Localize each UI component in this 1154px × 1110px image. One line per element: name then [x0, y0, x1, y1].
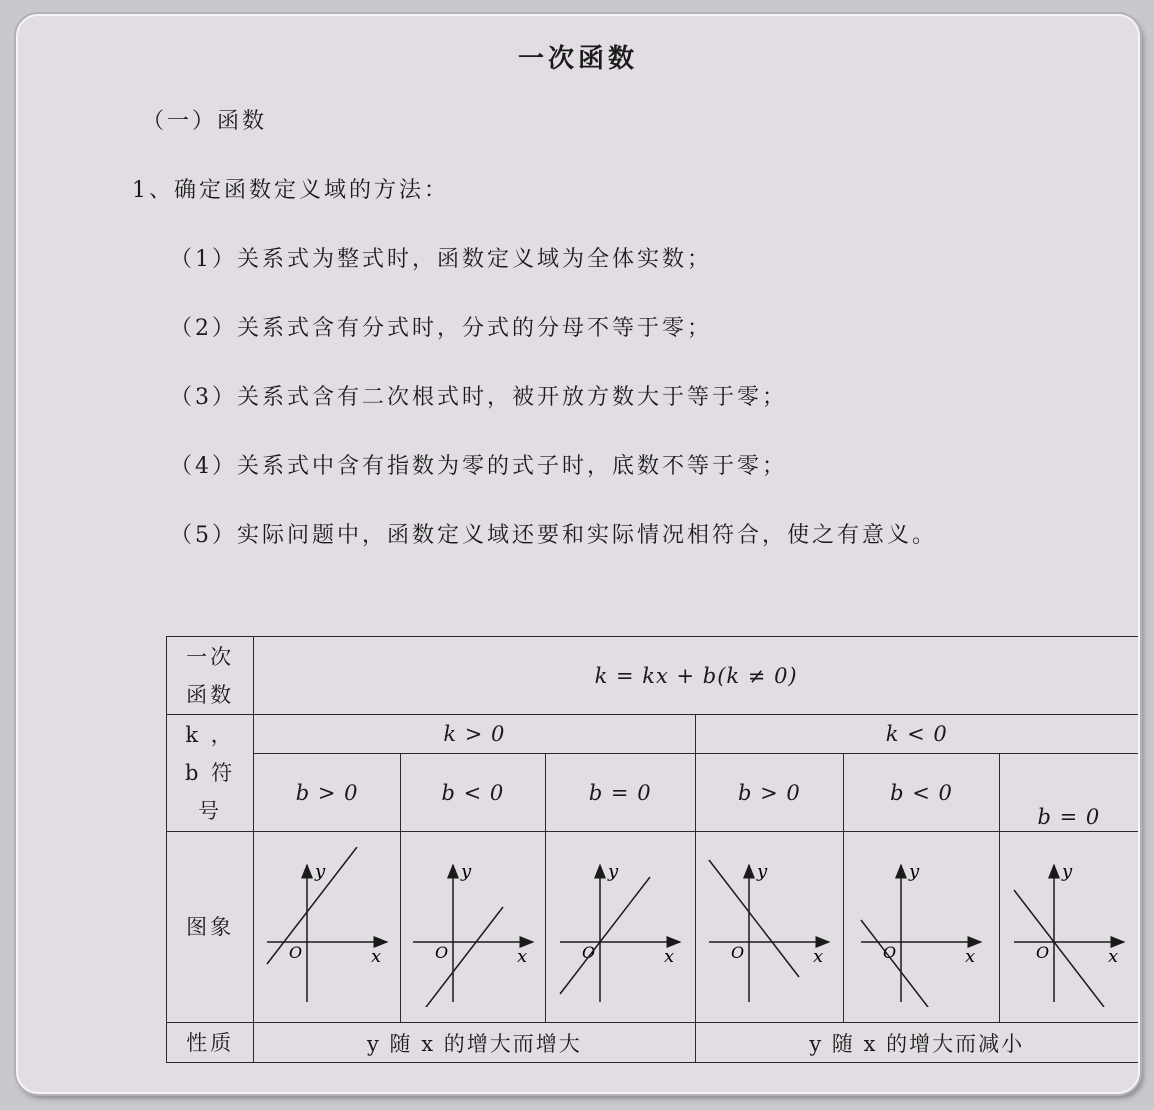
- rule-5: （5）实际问题中，函数定义域还要和实际情况相符合，使之有意义。: [170, 523, 937, 548]
- graph-cell-1: [254, 832, 401, 1023]
- row-header-signs: k ， b 符号: [167, 715, 254, 832]
- page-title: 一次函数: [517, 44, 638, 74]
- graph-6: [1004, 847, 1134, 1007]
- linear-function-table: [166, 636, 1138, 1063]
- property-increasing: y 随 x 的增大而增大: [254, 1023, 695, 1063]
- rule-4: （4）关系式中含有指数为零的式子时，底数不等于零；: [170, 454, 787, 479]
- rule-3: （3）关系式含有二次根式时，被开放方数大于等于零；: [170, 385, 787, 410]
- item-heading: 1、确定函数定义域的方法：: [132, 178, 449, 203]
- y-label: y: [315, 861, 326, 882]
- origin-label: O: [731, 943, 745, 962]
- k-positive-header: k > 0: [254, 715, 695, 754]
- graph-cell-5: [844, 832, 999, 1023]
- origin-label: O: [434, 943, 449, 962]
- b-case-4: b > 0: [695, 754, 844, 832]
- row-header-function: 一次函数: [167, 637, 254, 715]
- graph-1: [257, 847, 397, 1007]
- formula-cell: [254, 637, 1138, 715]
- graph-cell-4: [695, 832, 844, 1023]
- x-label: x: [516, 946, 528, 967]
- y-label: y: [460, 861, 472, 882]
- graph-5: [851, 847, 991, 1007]
- function-line: [861, 920, 951, 1007]
- x-label: x: [664, 946, 675, 967]
- rule-2: （2）关系式含有分式时，分式的分母不等于零；: [170, 316, 712, 341]
- section-heading: （一）函数: [142, 109, 268, 134]
- function-line: [709, 860, 799, 977]
- b-case-6: b = 0: [999, 754, 1138, 832]
- origin-label: O: [883, 943, 897, 962]
- origin-label: O: [289, 943, 303, 962]
- graph-cell-6: [999, 832, 1138, 1023]
- function-line: [1014, 890, 1104, 1007]
- x-label: x: [813, 946, 824, 967]
- graph-cell-3: [545, 832, 695, 1023]
- graph-cell-2: [400, 832, 545, 1023]
- function-line: [560, 877, 650, 994]
- x-label: x: [1107, 946, 1119, 967]
- b-case-3: b = 0: [545, 754, 695, 832]
- y-label: y: [608, 861, 619, 882]
- x-label: x: [371, 946, 382, 967]
- rule-1: （1）关系式为整式时，函数定义域为全体实数；: [170, 247, 712, 272]
- origin-label: O: [1035, 943, 1049, 962]
- graph-4: [699, 847, 839, 1007]
- x-label: x: [965, 946, 976, 967]
- b-case-5: b < 0: [844, 754, 999, 832]
- b-case-1: b > 0: [254, 754, 401, 832]
- formula: k = kx + b(k ≠ 0): [594, 663, 798, 688]
- row-header-graph: 图象: [167, 832, 254, 1023]
- y-label: y: [757, 861, 768, 882]
- graph-3: [550, 847, 690, 1007]
- document-page: [16, 14, 1140, 1094]
- y-label: y: [1061, 861, 1073, 882]
- k-negative-header: k < 0: [695, 715, 1138, 754]
- row-header-property: 性质: [167, 1023, 254, 1063]
- graph-2: [403, 847, 543, 1007]
- y-label: y: [909, 861, 920, 882]
- function-line: [267, 847, 357, 964]
- b-case-2: b < 0: [400, 754, 545, 832]
- origin-label: O: [582, 943, 596, 962]
- function-line: [413, 907, 503, 1007]
- property-decreasing: y 随 x 的增大而减小: [695, 1023, 1138, 1063]
